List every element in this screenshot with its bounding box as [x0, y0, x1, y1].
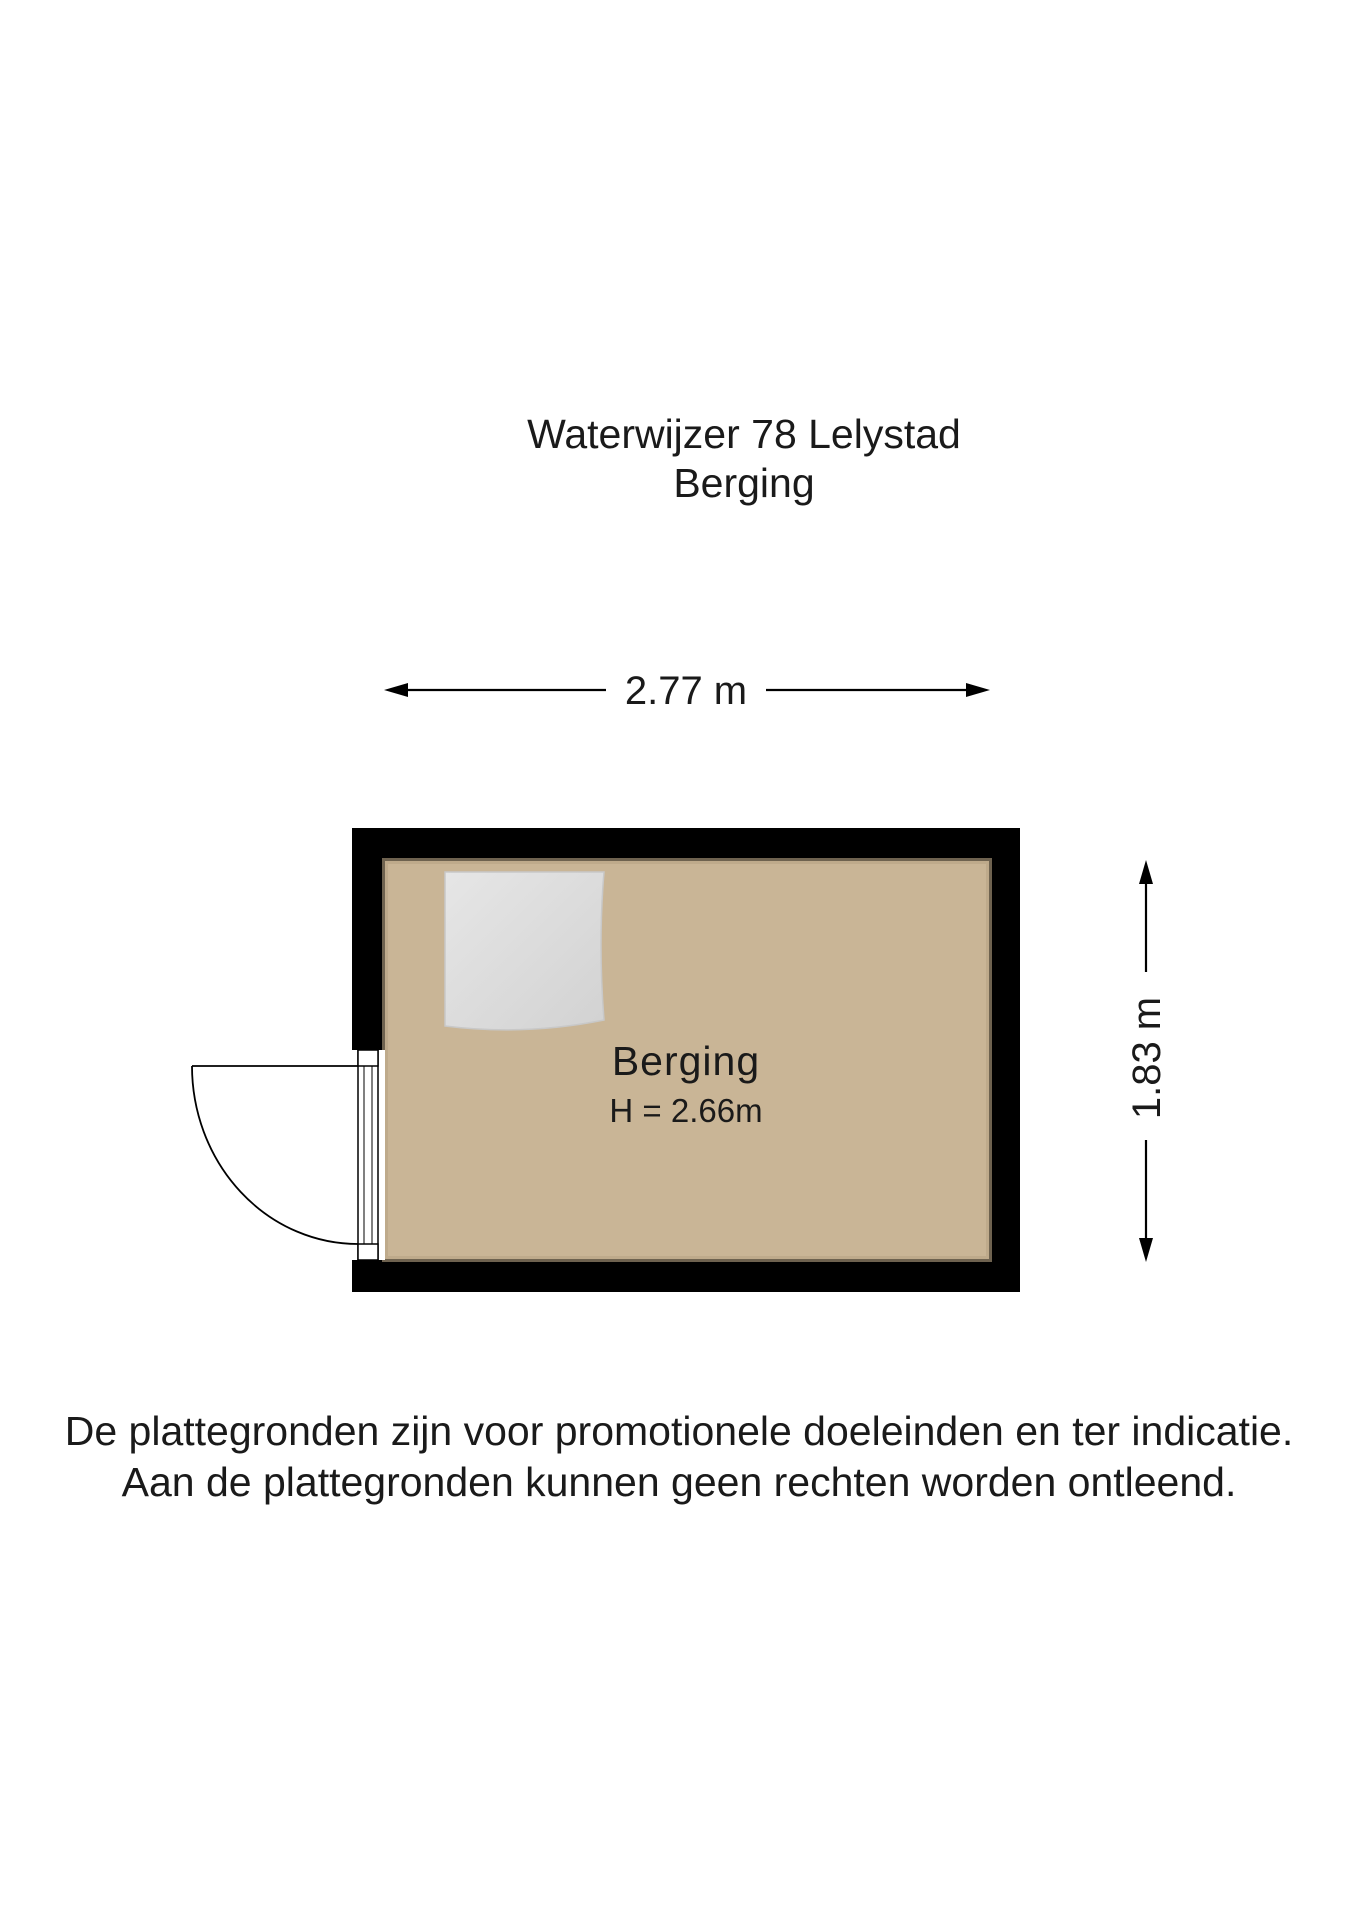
disclaimer: [0, 1406, 1358, 1508]
door-swing-arc: [192, 1066, 358, 1244]
room-name-label: Berging: [611, 1038, 761, 1084]
address-title: Waterwijzer 78 Lelystad: [527, 411, 961, 457]
arrow-right-icon: [966, 683, 990, 697]
disclaimer-line-1: De plattegronden zijn voor promotionele doeleinden en ter indicatie.: [64, 1408, 1294, 1454]
arrow-up-icon: [1139, 860, 1153, 884]
arrow-left-icon: [384, 683, 408, 697]
width-dimension: [384, 669, 990, 713]
depth-dimension: [1125, 860, 1169, 1262]
storage-cabinet: [445, 872, 604, 1030]
door-jamb-bottom: [358, 1244, 378, 1260]
arrow-down-icon: [1139, 1238, 1153, 1262]
depth-dimension-label: 1.83 m: [1125, 996, 1169, 1120]
door-jamb-top: [358, 1050, 378, 1066]
door-frame: [358, 1050, 378, 1260]
room-height-label: H = 2.66m: [609, 1092, 763, 1129]
width-dimension-label: 2.77 m: [624, 669, 748, 713]
door-swing: [192, 1066, 358, 1244]
disclaimer-line-2: Aan de plattegronden kunnen geen rechten worden ontleend.: [121, 1459, 1237, 1505]
floor-subtitle: Berging: [673, 460, 815, 506]
